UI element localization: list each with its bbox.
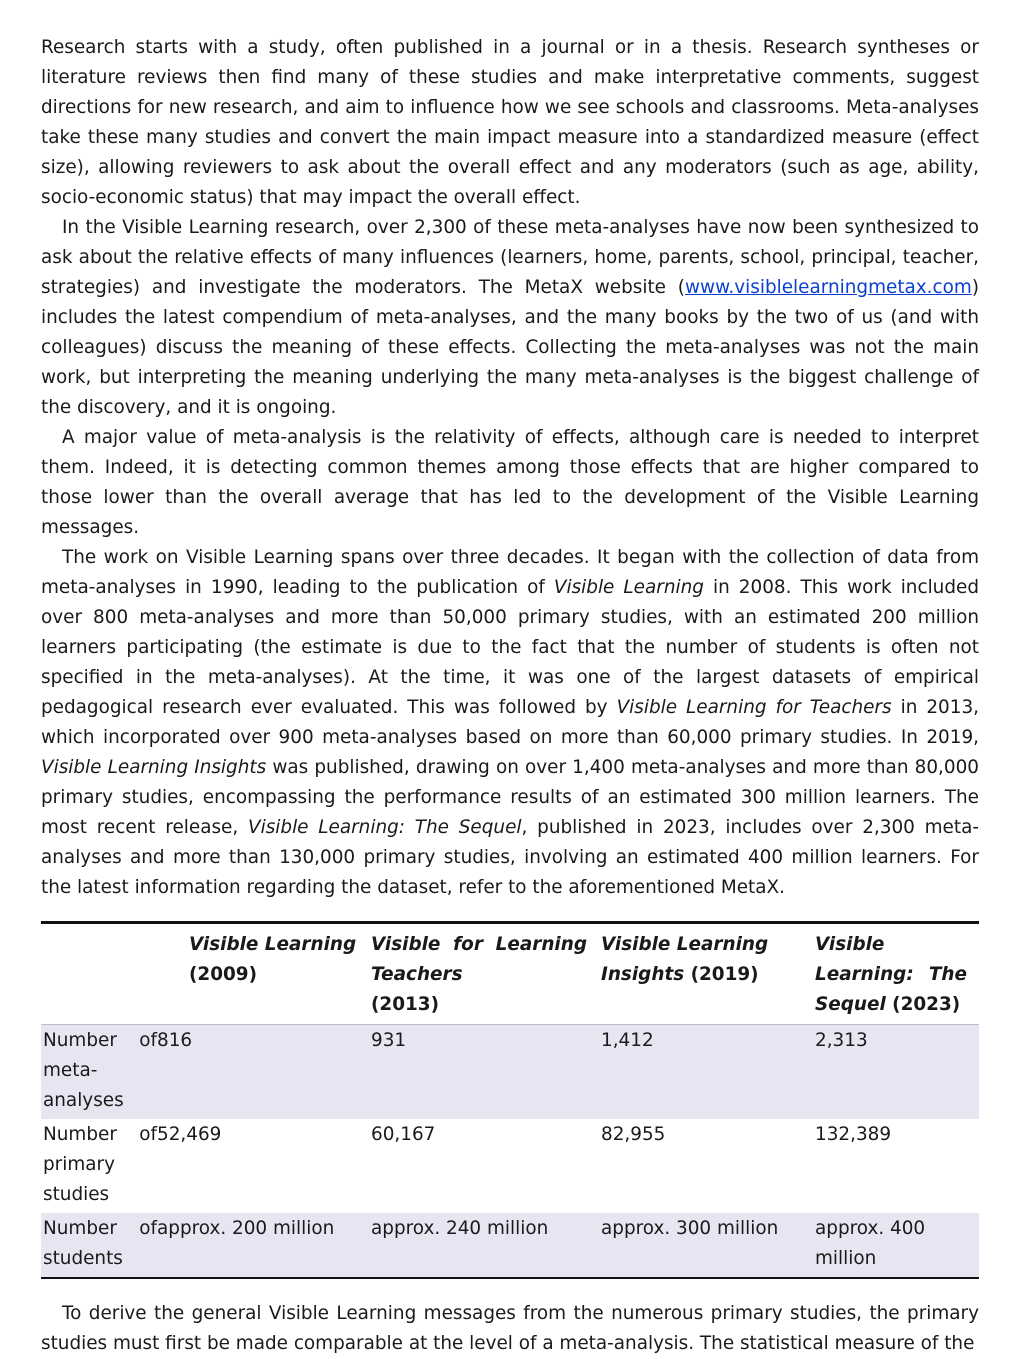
column-header: Visible for Learning Teachers (2013) <box>371 934 587 1015</box>
table-header-row <box>41 923 979 1025</box>
row-label: Number of students <box>43 1218 157 1269</box>
table-cell: 931 <box>369 1025 599 1120</box>
table-cell: approx. 300 million <box>599 1213 813 1278</box>
paragraph-text: , published in 2023, includes over 2,300 meta-analyses and more than 130,000 primary studies, involving an estimated 400 million learners. For the latest information regarding the dataset, refer to the aforementioned MetaX. <box>41 817 979 898</box>
table-cell <box>41 1119 369 1213</box>
book-title: Visible Learning for Teachers <box>616 697 892 718</box>
table-cell: 132,389 <box>815 1124 892 1145</box>
row-label: Number of primary studies <box>43 1124 157 1205</box>
book-title: Visible Learning: The Sequel <box>248 817 522 838</box>
table-cell: approx. 240 million <box>369 1213 599 1278</box>
paragraph-derivation: To derive the general Visible Learning messages from the numerous primary studies, the primary studies must first be made comparable at the level of a meta-analysis. The statistical measure of the <box>41 1303 979 1354</box>
column-header: Visible Learning: The Sequel (2023) <box>815 934 967 1015</box>
cell-value: 52,469 <box>157 1124 222 1145</box>
table-row <box>41 1119 979 1213</box>
table-cell: 82,955 <box>601 1124 666 1145</box>
table-cell <box>41 1025 369 1120</box>
column-header: Visible Learning (2009) <box>189 934 357 985</box>
table-cell: 2,313 <box>813 1025 979 1120</box>
paragraph-text: ) includes the latest compendium of meta-analyses, and the many books by the two of us (and with colleagues) discuss the meaning of these effects. Collecting the meta-analyses was not the main work, but interpreting the meaning underlying the many meta-analyses is the biggest challenge of the discovery, and it is ongoing. <box>41 277 979 418</box>
metax-website-link[interactable]: www.visiblelearningmetax.com <box>685 277 972 298</box>
table-cell: 60,167 <box>371 1124 436 1145</box>
cell-value: 816 <box>157 1030 193 1051</box>
paragraph-relativity: A major value of meta-analysis is the relativity of effects, although care is needed to interpret them. Indeed, it is detecting common themes among those effects that are higher compared to those lower than the overall average that has led to the development of the Visible Learning messages. <box>41 427 979 538</box>
paragraph-intro: Research starts with a study, often published in a journal or in a thesis. Research syntheses or literature reviews then find many of these studies and make interpretative comments, suggest directions for new research, and aim to influence how we see schools and classrooms. Meta-analyses take these many studies and convert the main impact measure into a standardized measure (effect size), allowing reviewers to ask about the overall effect and any moderators (such as age, ability, socio-economic status) that may impact the overall effect. <box>41 37 979 208</box>
cell-value: approx. 200 million <box>157 1218 335 1239</box>
table-row <box>41 1025 979 1120</box>
book-title: Visible Learning Insights <box>41 757 267 778</box>
paragraph-history <box>41 543 979 903</box>
paragraph-text: The work on Visible Learning spans over three decades. It began with the collection of data from meta-analyses in 1990, leading to the publication of <box>41 547 979 598</box>
table-cell: approx. 400 million <box>813 1213 979 1278</box>
paragraph-text: in 2013, which incorporated over 900 meta-analyses based on more than 60,000 primary studies. In 2019, <box>41 697 980 748</box>
table-row <box>41 1213 979 1278</box>
table-cell <box>41 1213 369 1278</box>
column-header: Visible Learning Insights (2019) <box>601 934 769 985</box>
table-cell: 1,412 <box>599 1025 813 1120</box>
paragraph-text: In the Visible Learning research, over 2,300 of these meta-analyses have now been synthesized to ask about the relative effects of many influences (learners, home, parents, school, principal, teacher, strategies) and investigate the moderators. The MetaX website ( <box>41 217 979 298</box>
book-title: Visible Learning <box>553 577 704 598</box>
dataset-comparison-table <box>41 921 979 1279</box>
row-label: Number of meta-analyses <box>43 1030 157 1111</box>
paragraph-visible-learning-research <box>41 213 979 423</box>
paragraph-text: was published, drawing on over 1,400 meta-analyses and more than 80,000 primary studies, encompassing the performance results of an estimated 300 million learners. The most recent release, <box>41 757 979 838</box>
document-page <box>41 33 979 1359</box>
paragraph-text: in 2008. This work included over 800 meta-analyses and more than 50,000 primary studies, with an estimated 200 million learners participating (the estimate is due to the fact that the number of students is often not specified in the meta-analyses). At the time, it was one of the largest datasets of empirical pedagogical research ever evaluated. This was followed by <box>41 577 980 718</box>
